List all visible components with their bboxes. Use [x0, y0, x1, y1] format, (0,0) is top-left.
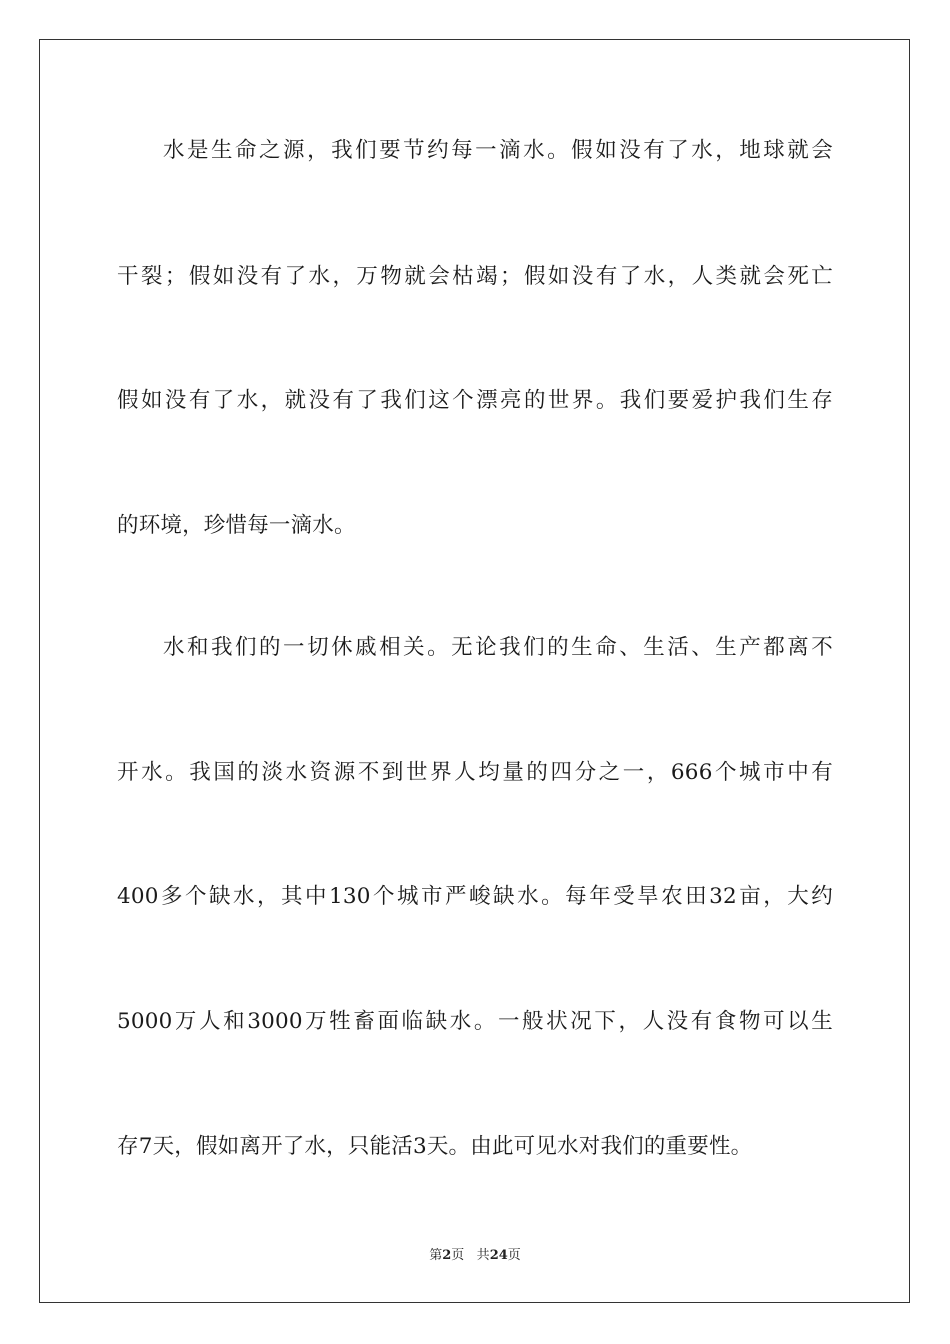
- paragraph-1-line-4: 的环境，珍惜每一滴水。: [117, 513, 356, 538]
- paragraph-2-line-1: 水和我们的一切休戚相关。无论我们的生命、生活、生产都离不: [163, 635, 833, 660]
- footer-total-pages: 24: [489, 1248, 508, 1263]
- footer-total-prefix: 共: [476, 1248, 490, 1263]
- paragraph-1-line-2: 干裂；假如没有了水，万物就会枯竭；假如没有了水，人类就会死亡: [117, 264, 833, 289]
- paragraph-1-line-3: 假如没有了水，就没有了我们这个漂亮的世界。我们要爱护我们生存: [117, 388, 833, 413]
- paragraph-2-line-5: 存7天，假如离开了水，只能活3天。由此可见水对我们的重要性。: [117, 1134, 753, 1159]
- footer-page-number: 2: [442, 1248, 452, 1263]
- footer-total-suffix: 页: [507, 1248, 521, 1263]
- footer-page-prefix: 第: [429, 1248, 443, 1263]
- page-border: [39, 39, 910, 1303]
- footer-page-suffix: 页: [451, 1248, 465, 1263]
- paragraph-2-line-3: 400多个缺水，其中130个城市严峻缺水。每年受旱农田32亩，大约: [117, 884, 833, 909]
- paragraph-1-line-1: 水是生命之源，我们要节约每一滴水。假如没有了水，地球就会: [163, 138, 833, 163]
- paragraph-2-line-2: 开水。我国的淡水资源不到世界人均量的四分之一，666个城市中有: [117, 760, 833, 785]
- page-footer: [0, 1247, 950, 1265]
- paragraph-2-line-4: 5000万人和3000万牲畜面临缺水。一般状况下，人没有食物可以生: [117, 1009, 833, 1034]
